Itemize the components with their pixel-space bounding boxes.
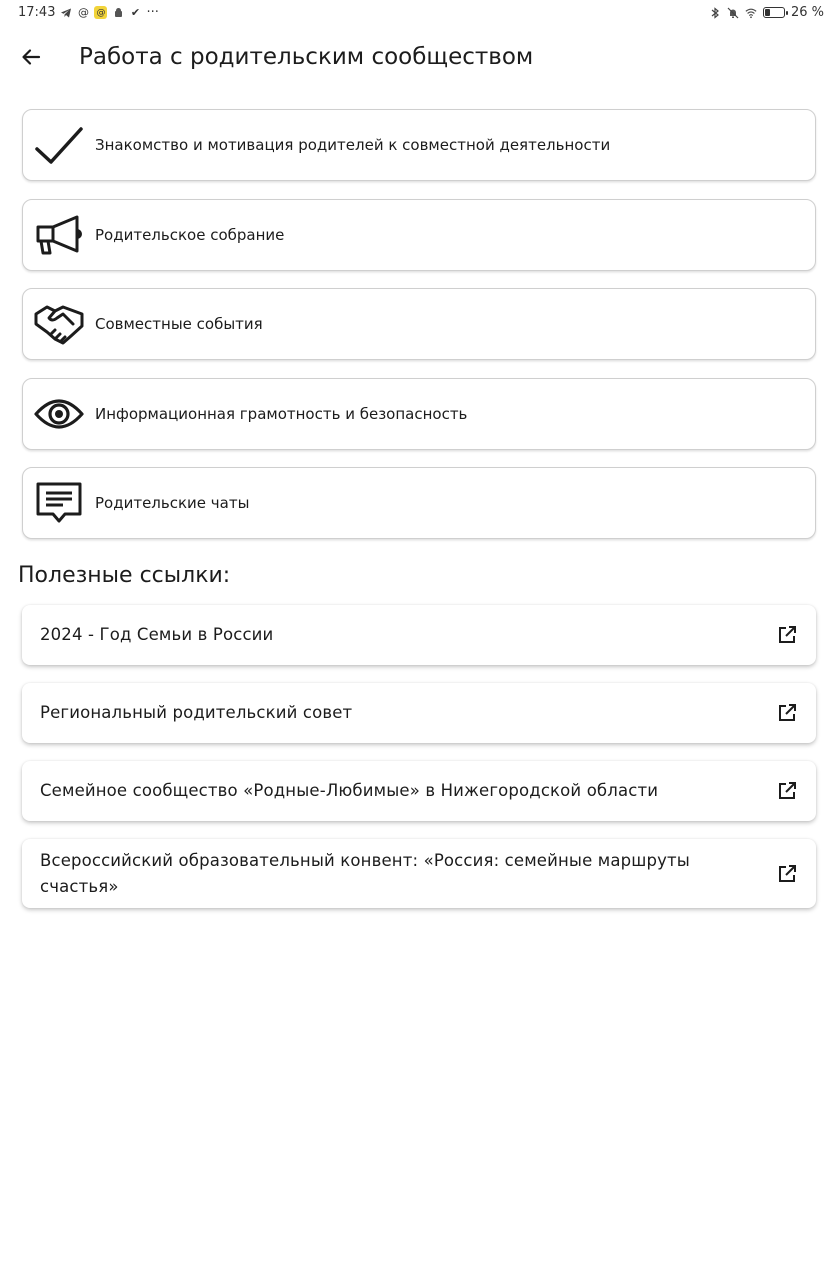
check-icon: ✔ bbox=[130, 6, 141, 19]
status-bar bbox=[0, 0, 838, 26]
bell-off-icon bbox=[727, 7, 739, 19]
megaphone-icon bbox=[23, 199, 95, 271]
category-label: Знакомство и мотивация родителей к совместной деятельности bbox=[95, 136, 611, 154]
chat-icon bbox=[23, 467, 95, 539]
battery-level bbox=[765, 9, 770, 16]
useful-links-title: Полезные ссылки: bbox=[18, 563, 231, 588]
link-label: Семейное сообщество «Родные-Любимые» в Нижегородской области bbox=[40, 781, 659, 800]
mail-icon: @ bbox=[96, 7, 106, 18]
eye-icon bbox=[23, 378, 95, 450]
handshake-icon bbox=[23, 288, 95, 360]
useful-links-list bbox=[22, 605, 816, 926]
status-right bbox=[709, 5, 824, 20]
wifi-icon bbox=[745, 7, 757, 19]
status-time: 17:43 bbox=[18, 5, 56, 20]
category-label: Совместные события bbox=[95, 315, 263, 333]
link-label: Всероссийский образовательный конвент: «Россия: семейные маршруты счастья» bbox=[40, 850, 690, 896]
category-card-motivation[interactable] bbox=[22, 109, 816, 181]
category-list bbox=[22, 109, 816, 557]
link-family-community[interactable] bbox=[22, 761, 816, 821]
telegram-icon bbox=[60, 7, 72, 19]
bluetooth-icon bbox=[709, 7, 721, 19]
android-icon bbox=[112, 7, 124, 19]
category-card-info-safety[interactable] bbox=[22, 378, 816, 450]
page-title: Работа с родительским сообществом bbox=[79, 44, 534, 70]
battery-percent: 26 % bbox=[790, 5, 824, 20]
external-link-icon bbox=[776, 780, 798, 802]
checkmark-icon bbox=[23, 109, 95, 181]
external-link-icon bbox=[776, 863, 798, 885]
external-link-icon bbox=[776, 702, 798, 724]
link-education-convent[interactable] bbox=[22, 839, 816, 908]
status-more: ··· bbox=[146, 5, 159, 20]
external-link-icon bbox=[776, 624, 798, 646]
category-label: Родительское собрание bbox=[95, 225, 285, 244]
link-regional-council[interactable] bbox=[22, 683, 816, 743]
category-label: Родительские чаты bbox=[95, 494, 250, 512]
link-label: Региональный родительский совет bbox=[40, 703, 353, 722]
arrow-back-icon bbox=[20, 46, 42, 68]
link-label: 2024 - Год Семьи в России bbox=[40, 625, 274, 644]
app-bar bbox=[0, 30, 838, 86]
back-button[interactable] bbox=[14, 40, 48, 74]
category-card-meeting[interactable] bbox=[22, 199, 816, 271]
category-card-events[interactable] bbox=[22, 288, 816, 360]
status-left bbox=[18, 5, 159, 20]
category-card-chats[interactable] bbox=[22, 467, 816, 539]
battery-icon bbox=[763, 7, 785, 18]
at-icon: @ bbox=[77, 6, 89, 19]
category-label: Информационная грамотность и безопасность bbox=[95, 404, 468, 423]
link-year-of-family[interactable] bbox=[22, 605, 816, 665]
